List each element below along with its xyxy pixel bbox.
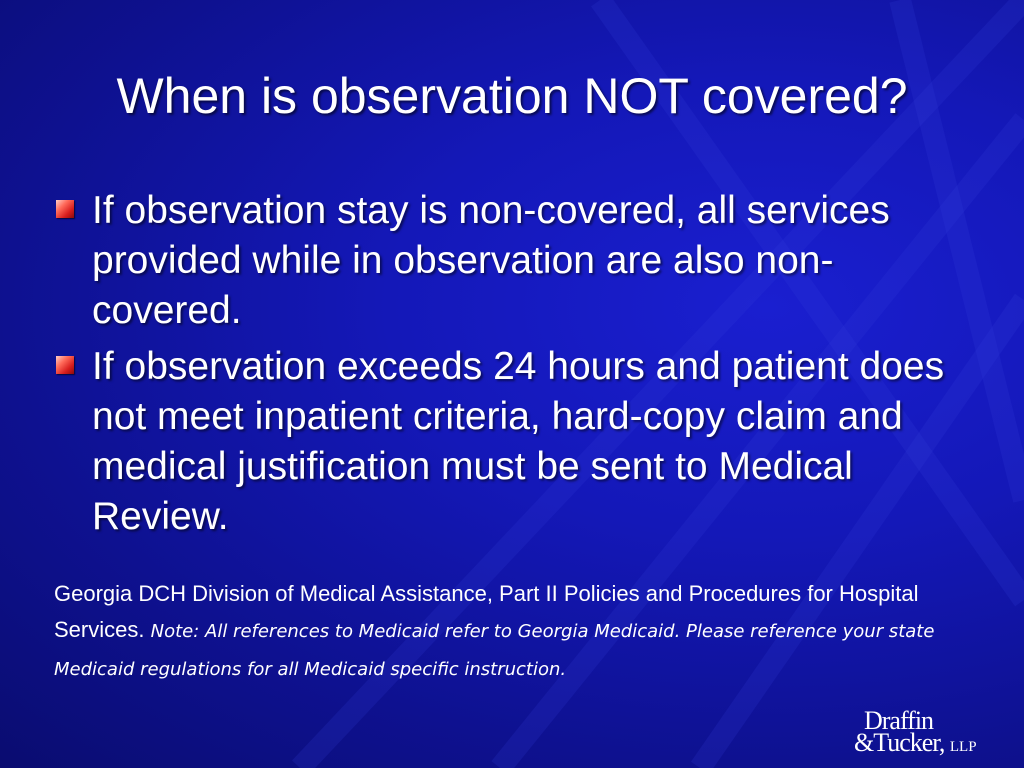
bullet-item (54, 342, 954, 542)
bullet-text: If observation exceeds 24 hours and patient does not meet inpatient criteria, hard-copy claim and medical justification must be sent to Medical Review. (92, 345, 945, 538)
logo-line-1: Draffin (864, 706, 934, 735)
bullet-list (54, 186, 954, 548)
slide-title: When is observation NOT covered? (116, 68, 908, 124)
square-bullet-icon (56, 356, 74, 374)
square-bullet-icon (56, 200, 74, 218)
source-note (54, 576, 954, 688)
company-logo (854, 706, 984, 762)
bullet-item (54, 186, 954, 336)
bullet-text: If observation stay is non-covered, all services provided while in observation are also non-covered. (92, 189, 890, 332)
logo-name: &Tucker, (854, 728, 945, 757)
medicaid-note: Note: All references to Medicaid refer to Georgia Medicaid. Please reference your state Medicaid regulations for all Medicaid specific instruction. (54, 621, 935, 680)
source-citation: Georgia DCH Division of Medical Assistance, Part II Policies and Procedures for Hospital Services. (54, 581, 919, 642)
logo-suffix: LLP (949, 739, 977, 755)
logo-line-2 (854, 728, 977, 758)
